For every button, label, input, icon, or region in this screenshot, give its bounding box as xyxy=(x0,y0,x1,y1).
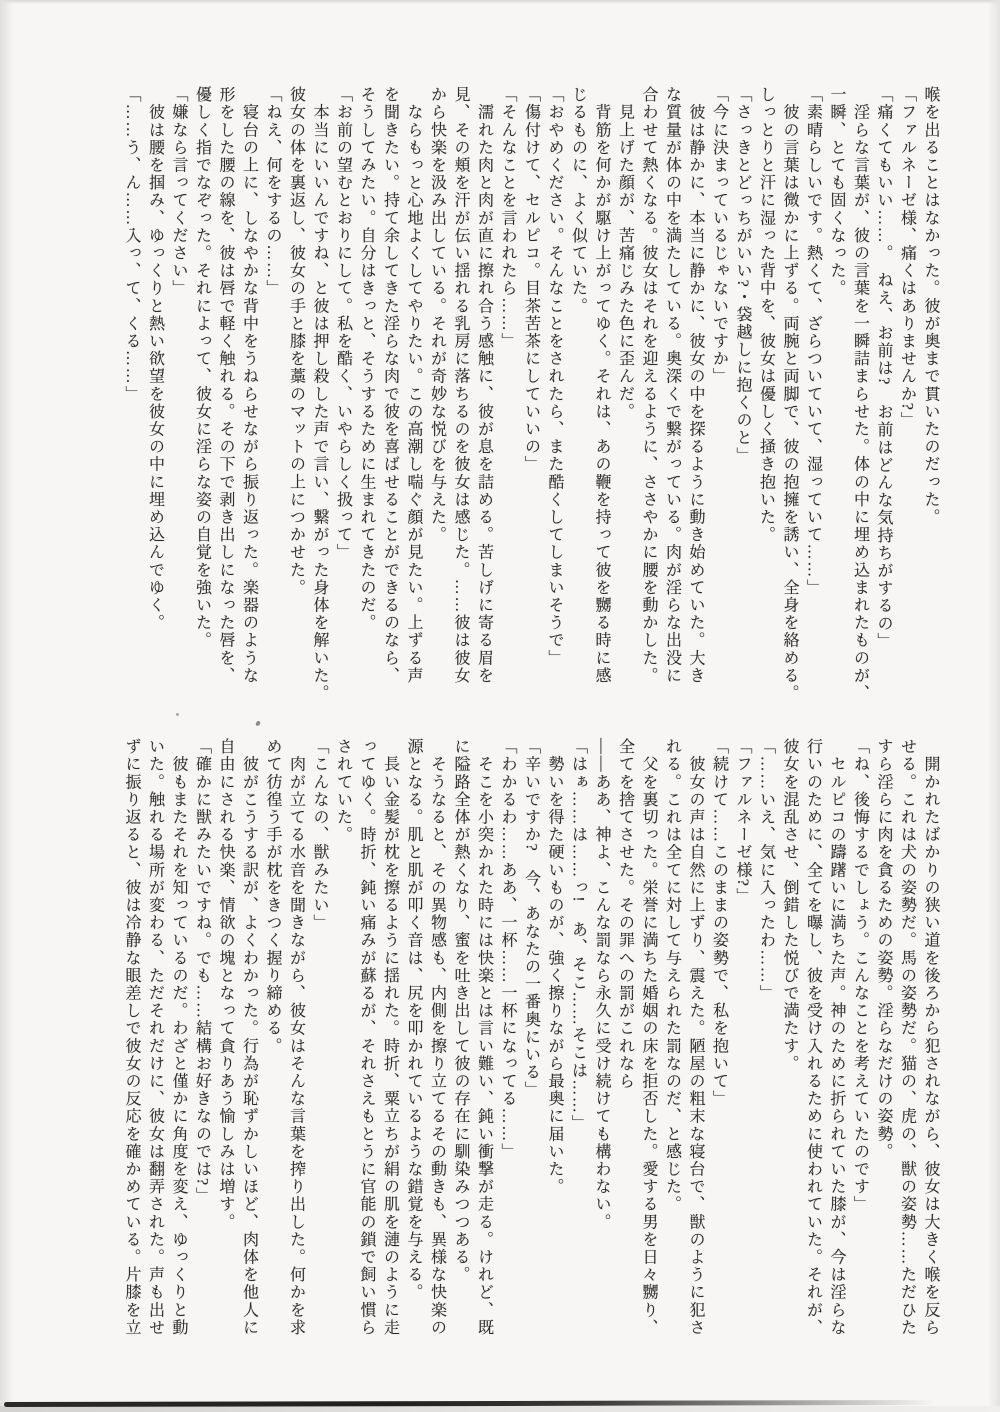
text-column: 「はぁ……は……っ! あ、そこ……そこは……」 xyxy=(569,738,587,1133)
text-column: 彼は腰を掴み、ゆっくりと熱い欲望を彼女の中に埋め込んでゆく。 xyxy=(146,86,164,632)
text-column: 源となる。肌と肌が叩く音は、尻を叩かれているような錯覚を与える。 xyxy=(405,738,422,1302)
text-column: 本当にいいんですね、と彼は押し殺した声で言い、繋がった身体を解いた。 xyxy=(311,86,328,702)
text-column: 寝台の上に、しなやかな背中をうねらせながら振り返った。楽器のような xyxy=(240,86,258,685)
text-column: 「ね、後悔するでしょう。こんなことを考えていたのです」 xyxy=(851,738,869,1214)
scan-speck xyxy=(255,720,261,726)
text-column: ずに振り返ると、彼は冷静な眼差しで彼女の反応を確かめている。片膝を立 xyxy=(123,738,140,1337)
text-column: 「わかるわ……ああ、一杯……一杯になってる……」 xyxy=(499,738,516,1161)
page-edge-left xyxy=(0,0,14,1412)
text-column: 「ファルネーゼ様、痛くはありませんか?」 xyxy=(898,86,916,430)
text-column: れる。これは全てに対して与えられた罰なのだ、と感じた。 xyxy=(663,738,681,1214)
scan-bottom-area xyxy=(0,1406,1000,1412)
text-column: から快楽を汲み出している。それが奇妙な悦びを与えた。 xyxy=(428,86,446,544)
text-column: に隘路全体が熱くなり、蜜を吐き出して彼の存在に馴染みつつある。 xyxy=(452,738,469,1284)
text-column: 「ねえ、何をするの……」 xyxy=(264,86,281,298)
text-column: 行いのために、全てを曝し、彼を受け入れるために使われていた。それが、 xyxy=(804,738,822,1337)
text-column: じるものに、よく似ていた。 xyxy=(569,86,587,315)
text-column: そうしてみたい。自分はきっと、そうするために生まれてきたのだ。 xyxy=(358,86,375,632)
text-column: すら淫らに肉を貪るための姿勢。淫らなだけの姿勢。 xyxy=(875,738,892,1161)
text-column: いた。触れる場所が変わる、ただそれだけに、彼女は翻弄された。声も出せ xyxy=(146,738,164,1337)
text-column: 彼女の声は自然に上ずり、震えた。陋屋の粗末な寝台で、獣のように犯さ xyxy=(687,738,704,1337)
text-column: そうなると、その異物感も、内側を擦り立てるその動きも、異様な快楽の xyxy=(428,738,446,1337)
text-column: 肉が立てる水音を聞きながら、彼女はそんな言葉を搾り出した。何かを求 xyxy=(287,738,305,1337)
text-column: せる。これは犬の姿勢だ。馬の姿勢だ。猫の、虎の、獣の姿勢……ただひた xyxy=(898,738,916,1337)
text-column: 「確かに獣みたいですね。でも……結構お好きなのでは?」 xyxy=(193,738,211,1205)
text-column: 彼女を混乱させ、倒錯した悦びで満たす。 xyxy=(781,738,798,1073)
scan-bottom-shadow xyxy=(4,1400,964,1407)
text-column: 「今に決まっているじゃないですか」 xyxy=(710,86,728,386)
text-column: 一瞬、とても固くなった。 xyxy=(828,86,845,298)
text-column: 「痛くてもいい……。 ねえ、お前は? お前はどんな気持ちがするの」 xyxy=(875,86,892,650)
text-column: 彼女の体を裏返し、彼女の手と膝を藁のマットの上につかせた。 xyxy=(287,86,305,597)
text-column: 「辛いですか? 今、あなたの一番奥にいる」 xyxy=(522,738,540,1099)
text-column: 「続けて……このままの姿勢で、私を抱いて」 xyxy=(710,738,728,1108)
text-column: 「おやめください。そんなことをされたら、また酷くしてしまいそうで」 xyxy=(546,86,563,667)
page-edge-top xyxy=(0,0,1000,4)
text-column: 「……う、ん……入っ、て、くる……」 xyxy=(123,86,140,403)
text-column: セルピコの躊躇いに満ちた声。神のために折られていた膝が、今は淫らな xyxy=(828,738,845,1337)
text-column: 濡れた肉と肉が直に擦れ合う感触に、彼が息を詰める。苦しげに寄る眉を xyxy=(475,86,493,685)
text-column: ――ああ、神よ、こんな罰なら永久に受け続けても構わない。 xyxy=(593,738,610,1231)
text-block-top xyxy=(120,86,943,710)
text-column: めて彷徨う手が枕をきつく握り締める。 xyxy=(264,738,281,1055)
text-column: されていた。 xyxy=(334,738,352,844)
text-column: 合わせて熱くなる。彼女はそれを迎えるように、ささやかに腰を動かした。 xyxy=(640,86,657,685)
text-column: な質量が体の中を満たしている。奥深くで繋がっている。肉が淫らな出没に xyxy=(663,86,681,685)
text-column: 全てを捨てさせた。その罪への罰がこれなら xyxy=(616,738,634,1090)
text-column: 優しく指でなぞった。それによって、彼女に淫らな姿の自覚を強いた。 xyxy=(193,86,211,650)
text-column: を聞きたい。持て余してきた淫らな肉で彼を喜ばせることができるのなら、 xyxy=(381,86,399,685)
text-block-bottom xyxy=(120,738,943,1362)
page-edge-right xyxy=(988,0,1000,1412)
text-column: 「ファルネーゼ様?」 xyxy=(734,738,751,906)
text-column: 「お前の望むとおりにして。私を酷く、いやらしく扱って」 xyxy=(334,86,352,562)
text-column: しっとりと汗に湿った背中を、彼女は優しく掻き抱いた。 xyxy=(757,86,775,544)
text-column: 形をした腰の線を、彼は唇で軽く触れる。その下で剥き出しになった唇を、 xyxy=(217,86,234,685)
text-column: 父を裏切った。栄誉に満ちた婚姻の床を拒否した。愛する男を日々嬲り、 xyxy=(640,738,657,1337)
text-column: 「傷付けて、セルピコ。目茶苦茶にしていいの」 xyxy=(522,86,540,474)
text-column: 彼もまたそれを知っているのだ。わざと僅かに角度を変え、ゆっくりと動 xyxy=(170,738,187,1337)
text-column: 「嫌なら言ってください」 xyxy=(170,86,187,298)
text-column: 開かれたばかりの狭い道を後ろから犯されながら、彼女は大きく喉を反ら xyxy=(922,738,939,1337)
text-column: 自由にされる快楽、情欲の塊となって貪りあう愉しみは増す。 xyxy=(217,738,234,1231)
text-column: 「こんなの、獣みたい」 xyxy=(311,738,328,932)
text-column: 「……いえ、気に入ったわ……」 xyxy=(757,738,775,1002)
text-column: 長い金髪が枕を擦るように揺れた。時折、粟立ちが絹の肌を漣のように走 xyxy=(381,738,399,1337)
text-column: ってゆく。時折、鈍い痛みが蘇るが、それさえもとうに官能の鎖で飼い慣ら xyxy=(358,738,375,1337)
text-column: 見上げた顔が、苦痛じみた色に歪んだ。 xyxy=(616,86,634,421)
text-column: そこを小突かれた時には快楽とは言い難い、鈍い衝撃が走る。けれど、既 xyxy=(475,738,493,1337)
text-column: 淫らな言葉が、彼の言葉を一瞬詰まらせた。体の中に埋め込まれたものが、 xyxy=(851,86,869,702)
text-column: 彼は静かに、本当に静かに、彼女の中を探るように動き始めていた。大き xyxy=(687,86,704,685)
text-column: ならもっと心地よくしてやりたい。この高潮し喘ぐ顔が見たい。上ずる声 xyxy=(405,86,422,685)
text-column: 彼がこうする訳が、よくわかった。行為が恥ずかしいほど、肉体を他人に xyxy=(240,738,258,1337)
text-column: 喉を出ることはなかった。彼が奥まで貫いたのだった。 xyxy=(922,86,939,526)
text-column: 背筋を何かが駆け上がってゆく。それは、あの鞭を持って彼を嬲る時に感 xyxy=(593,86,610,685)
text-column: 勢いを得た硬いものが、強く擦りながら最奥に届いた。 xyxy=(546,738,563,1196)
text-column: 彼の言葉は微かに上ずる。両腕と両脚で、彼の抱擁を誘い、全身を絡める。 xyxy=(781,86,798,702)
text-column: 見、その頬を汗が伝い揺れる乳房に落ちるのを彼女は感じた。……彼は彼女 xyxy=(452,86,469,685)
text-column: 「そんなことを言われたら……」 xyxy=(499,86,516,350)
scan-speck xyxy=(176,713,179,716)
text-column: 「さっきとどっちがいい?・袋越しに抱くのと」 xyxy=(734,86,751,465)
text-column: 「素晴らしいです。熱くて、ざらついていて、湿っていて……」 xyxy=(804,86,822,597)
